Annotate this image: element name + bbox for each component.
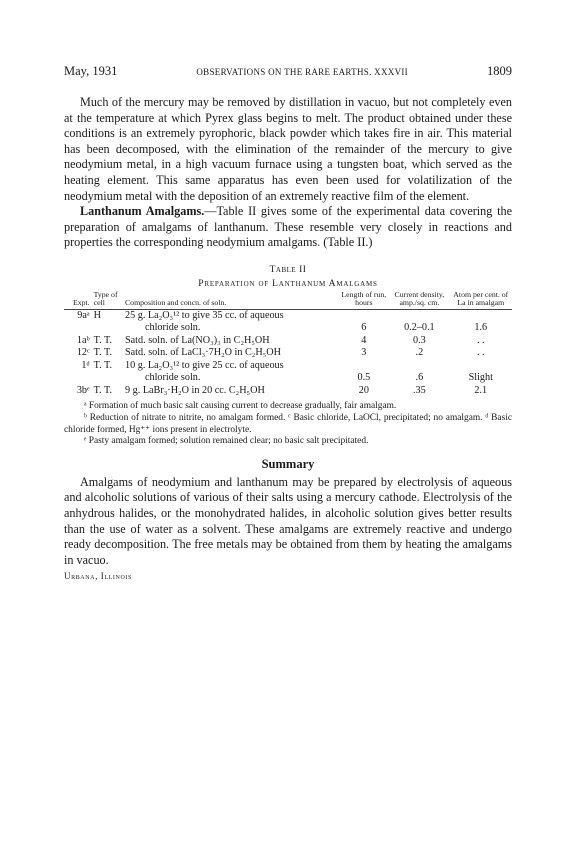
cell-length: 6 — [361, 322, 367, 334]
footnote-e: ᵉ Pasty amalgam formed; solution remained clear; no basic salt precipitated. — [84, 436, 369, 447]
data-table — [64, 291, 512, 398]
cell-type: H — [93, 309, 101, 321]
cell-atom: . . — [476, 347, 485, 359]
cell-atom: Slight — [468, 372, 493, 384]
cell-length: 4 — [361, 334, 367, 346]
body-paragraph-2 — [64, 204, 512, 251]
cell-composition: 10 g. La₂O₃¹² to give 25 cc. of aqueous — [124, 359, 284, 371]
col-header-atom: Atom per cent. of La in amalgam — [450, 291, 512, 310]
col-header-length: Length of run, hours — [339, 291, 390, 310]
table-row — [64, 335, 512, 348]
cell-expt: 12ᶜ — [76, 347, 90, 359]
summary-heading: Summary — [261, 456, 315, 471]
table-footnotes — [64, 401, 512, 447]
cell-composition: 25 g. La₂O₃¹² to give 35 cc. of aqueous — [124, 309, 284, 321]
cell-atom: . . — [476, 334, 485, 346]
cell-current: 0.2–0.1 — [404, 322, 435, 334]
table-row — [64, 360, 512, 373]
cell-composition: Satd. soln. of LaCl₃·7H₂O in C₂H₅OH — [124, 347, 281, 359]
col-header-current: Current density, amp./sq. cm. — [389, 291, 449, 310]
cell-length: 3 — [361, 347, 367, 359]
cell-expt: 9aᵃ — [77, 309, 90, 321]
cell-atom — [450, 309, 512, 322]
cell-length: 0.5 — [357, 372, 371, 384]
table-row — [64, 309, 512, 322]
cell-type: T. T. — [93, 359, 113, 371]
journal-page — [64, 64, 512, 581]
col-header-cell: Type of cell — [92, 291, 123, 310]
cell-composition-continued: chloride soln. — [144, 372, 201, 384]
header-date: May, 1931 — [64, 64, 118, 78]
cell-type: T. T. — [93, 334, 113, 346]
cell-composition: Satd. soln. of La(NO₃)₃ in C₂H₅OH — [124, 334, 270, 346]
summary-paragraph: Amalgams of neodymium and lanthanum may be prepared by electrolysis of aqueous and alcoholic solutions of various of their salts using a mercury cathode. Electrolysis of the anhydrous halides, or the monohydrated halides, in alcoholic solution gives better results than the use of water as a solvent. These amalgams are extremely reactive and undergo ready decomposition. The free metals may be obtained from them by heating the amalgams in vacuo. — [64, 474, 512, 567]
author-location: Urbana, Illinois — [64, 571, 132, 582]
table-row — [64, 385, 512, 398]
col-header-composition: Composition and concn. of soln. — [123, 291, 339, 310]
cell-current: 0.3 — [413, 334, 426, 346]
cell-current: .6 — [415, 372, 424, 384]
running-header — [64, 64, 512, 79]
cell-current: .2 — [415, 347, 424, 359]
cell-current — [389, 360, 449, 373]
footnote-b-c-d: ᵇ Reduction of nitrate to nitrite, no amalgam formed. ᶜ Basic chloride, LaOCl, precipitated; no amalgam. ᵈ Basic chloride formed, Hg⁺⁺ ions present in electrolyte. — [64, 413, 512, 435]
header-running-title: OBSERVATIONS ON THE RARE EARTHS. XXXVII — [196, 67, 408, 77]
cell-atom: 1.6 — [474, 322, 488, 334]
cell-expt: 3bᵉ — [76, 384, 90, 396]
footnote-a: ᵃ Formation of much basic salt causing current to decrease gradually, fair amalgam. — [84, 401, 397, 412]
table-label: Table II — [269, 264, 307, 275]
cell-atom — [450, 360, 512, 373]
cell-length — [339, 309, 390, 322]
cell-expt: 1ᵈ — [81, 359, 90, 371]
cell-composition-continued: chloride soln. — [144, 322, 201, 334]
cell-expt: 1aᵇ — [76, 334, 90, 346]
cell-composition: 9 g. LaBr₃·H₂O in 20 cc. C₂H₅OH — [124, 384, 265, 396]
cell-type: T. T. — [93, 384, 113, 396]
col-header-expt: Expt. — [64, 291, 92, 310]
cell-current: .35 — [413, 384, 426, 396]
body-paragraph-1: Much of the mercury may be removed by distillation in vacuo, but not completely even at the temperature at which Pyrex glass begins to melt. The product obtained under these conditions is an extremely pyrophoric, black powder which takes fire in air. This material has been decomposed, with the elimination of the remainder of the mercury to give neodymium metal, in a high vacuum furnace using a tungsten boat, which served as the heating element. This same apparatus has even been used for volatilization of the neodymium metal with the deposition of an extremely reactive film of the element. — [64, 95, 512, 203]
table-title: Preparation of Lanthanum Amalgams — [198, 278, 378, 289]
section-lead-heading: Lanthanum Amalgams. — [80, 204, 205, 219]
cell-current — [389, 309, 449, 322]
table-row — [64, 347, 512, 360]
table-header-row — [64, 291, 512, 310]
cell-type: T. T. — [93, 347, 113, 359]
cell-atom: 2.1 — [474, 384, 488, 396]
body-paragraph-2-text: —Table II gives some of the experimental data covering the preparation of amalgams of lanthanum. These resemble very closely in reactions and properties the corresponding neodymium amalgams. (Table II.) — [64, 204, 512, 250]
cell-length — [339, 360, 390, 373]
table-row-continuation — [64, 372, 512, 385]
cell-length: 20 — [358, 384, 369, 396]
header-page-number: 1809 — [486, 64, 512, 78]
table-row-continuation — [64, 322, 512, 335]
